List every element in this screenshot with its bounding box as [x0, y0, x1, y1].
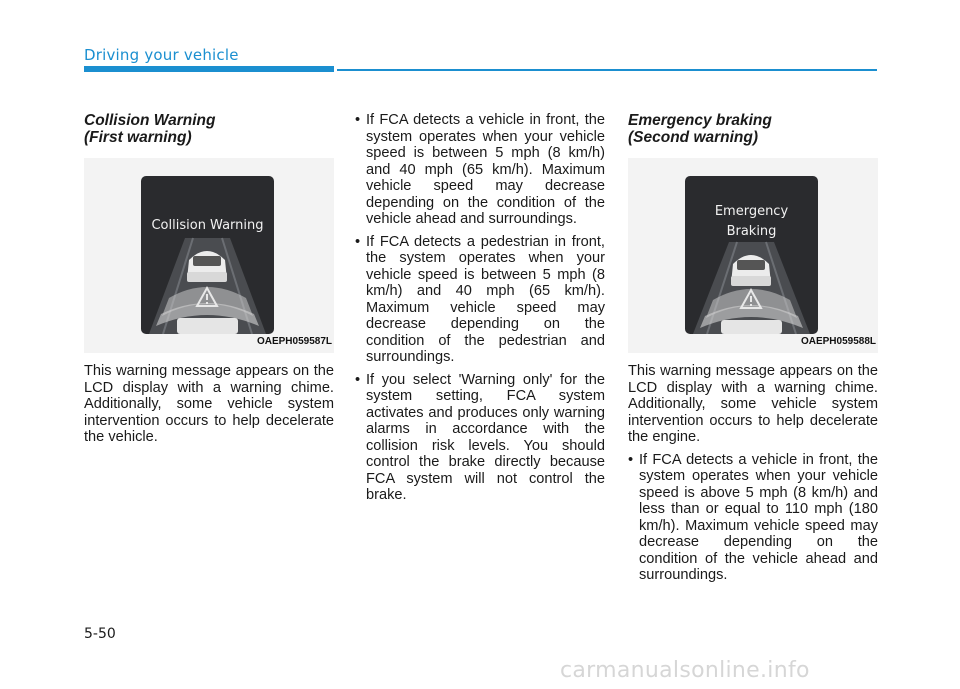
watermark: carmanualsonline.info: [560, 658, 810, 683]
collision-warning-screen-text: Collision Warning: [151, 218, 264, 233]
column-left: [84, 112, 334, 446]
collision-warning-paragraph: This warning message appears on the LCD display with a warning chime. Additionally, some vehicle system intervention occurs to help decelerate the vehicle.: [84, 363, 334, 445]
heading-line-1: Emergency braking: [628, 112, 772, 129]
emergency-screen-text-line-1: Emergency: [714, 204, 789, 219]
figure-code: OAEPH059588L: [800, 335, 876, 347]
page-number: 5-50: [84, 626, 116, 642]
list-item: • If FCA detects a pedestrian in front, the system operates when your vehicle speed is between 5 mph (8 km/h) and 40 mph (65 km/h). Maximum vehicle speed may decrease depending on the condition of the pedestrian and surroundings.: [355, 234, 605, 366]
emergency-braking-figure: [628, 158, 878, 353]
list-item: • If FCA detects a vehicle in front, the system operates when your vehicle speed is above 5 mph (8 km/h) and less than or equal to 110 mph (180 km/h). Maximum vehicle speed may decrease depending on the condition of the vehicle ahead and surroundings.: [628, 452, 878, 584]
column-middle: [355, 112, 605, 510]
collision-warning-heading: [84, 112, 334, 146]
header-rule-thin: [337, 69, 877, 71]
heading-line-2: (First warning): [84, 129, 192, 146]
list-item: • If you select 'Warning only' for the system setting, FCA system activates and produces only warning alarms in accordance with the collision risk levels. You should control the brake directly because FCA system will not control the brake.: [355, 372, 605, 504]
emergency-screen-text-line-2: Braking: [726, 224, 777, 239]
lane-graphic: [141, 176, 274, 334]
emergency-braking-paragraph: This warning message appears on the LCD display with a warning chime. Additionally, some vehicle system intervention occurs to help decelerate the engine.: [628, 363, 878, 445]
header-rule-thick: [84, 66, 334, 72]
emergency-braking-list: [628, 452, 878, 584]
emergency-braking-heading: [628, 112, 878, 146]
fca-operation-list: [355, 112, 605, 504]
heading-line-1: Collision Warning: [84, 112, 216, 129]
figure-code: OAEPH059587L: [256, 335, 332, 347]
section-header-title: Driving your vehicle: [84, 46, 239, 64]
collision-warning-figure: [84, 158, 334, 353]
cluster-display: [685, 176, 818, 334]
list-item: • If FCA detects a vehicle in front, the system operates when your vehicle speed is between 5 mph (8 km/h) and 40 mph (65 km/h). Maximum vehicle speed may decrease depending on the condition of the vehicle ahead and surroundings.: [355, 112, 605, 228]
column-right: [628, 112, 878, 590]
lane-graphic: [685, 176, 818, 334]
cluster-display: [141, 176, 274, 334]
heading-line-2: (Second warning): [628, 129, 759, 146]
